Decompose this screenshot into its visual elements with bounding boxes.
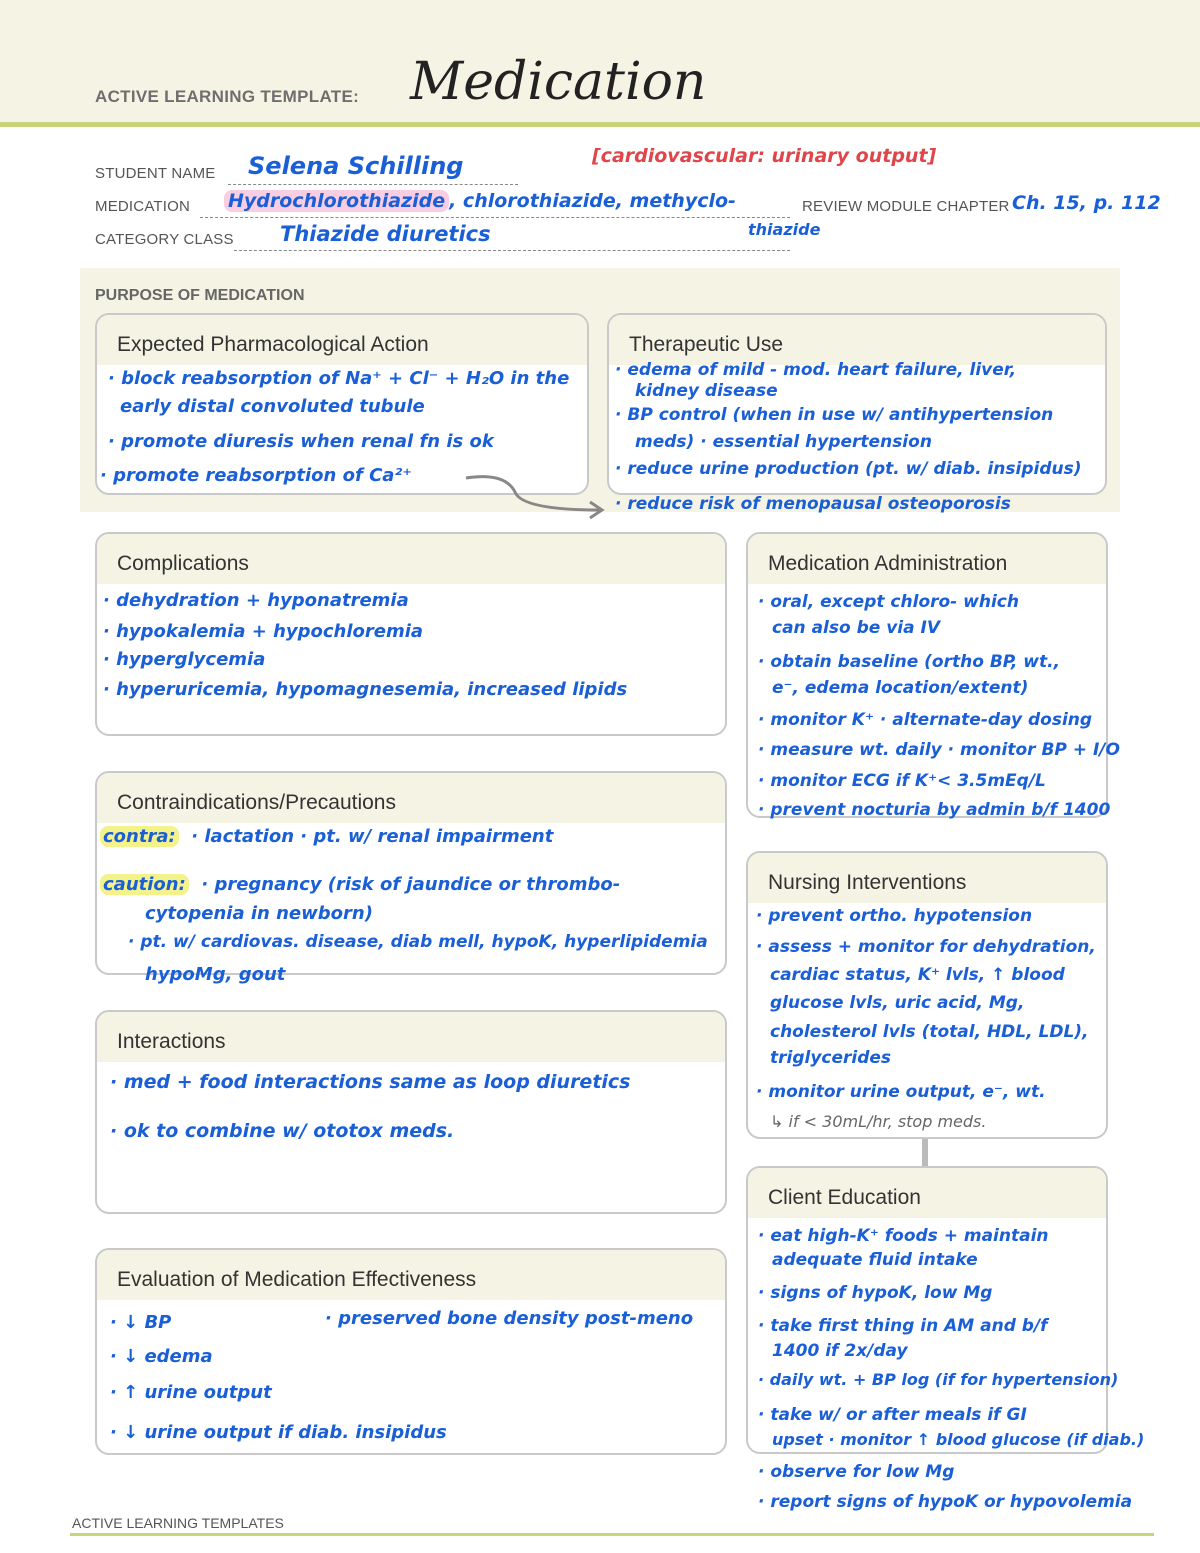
nursing-line: cholesterol lvls (total, HDL, LDL), bbox=[770, 1022, 1089, 1042]
evaluation-line: · ↓ urine output if diab. insipidus bbox=[110, 1422, 447, 1443]
nursing-title: Nursing Interventions bbox=[748, 853, 1106, 903]
evaluation-line: · ↑ urine output bbox=[110, 1382, 272, 1403]
interactions-title: Interactions bbox=[97, 1012, 725, 1062]
contraindications-title: Contraindications/Precautions bbox=[97, 773, 725, 823]
nursing-line: · prevent ortho. hypotension bbox=[756, 906, 1033, 926]
therapeutic-use-line: · reduce risk of menopausal osteoporosis bbox=[615, 494, 1011, 514]
student-name-label: STUDENT NAME bbox=[95, 165, 216, 182]
administration-line: can also be via IV bbox=[772, 618, 940, 638]
interactions-line: · ok to combine w/ ototox meds. bbox=[110, 1120, 455, 1142]
client-education-line: · daily wt. + BP log (if for hypertension) bbox=[758, 1370, 1119, 1389]
interactions-box bbox=[95, 1010, 727, 1214]
system-note: [cardiovascular: urinary output] bbox=[592, 145, 937, 167]
caution-text: · pregnancy (risk of jaundice or thrombo- bbox=[201, 874, 621, 895]
expected-action-line: · promote reabsorption of Ca²⁺ bbox=[100, 465, 412, 486]
interactions-line: · med + food interactions same as loop diuretics bbox=[110, 1071, 631, 1093]
client-education-line: upset · monitor ↑ blood glucose (if diab.) bbox=[772, 1430, 1145, 1449]
administration-line: · prevent nocturia by admin b/f 1400 bbox=[758, 800, 1111, 820]
therapeutic-use-line: · BP control (when in use w/ antihypertension bbox=[615, 405, 1054, 425]
contraindications-line: hypoMg, gout bbox=[145, 964, 286, 985]
nursing-line: cardiac status, K⁺ lvls, ↑ blood bbox=[770, 965, 1065, 985]
client-education-line: · signs of hypoK, low Mg bbox=[758, 1283, 993, 1303]
expected-action-title: Expected Pharmacological Action bbox=[97, 315, 587, 365]
nursing-line: · assess + monitor for dehydration, bbox=[756, 937, 1096, 957]
contraindications-line: · pt. w/ cardiovas. disease, diab mell, hypoK, hyperlipidemia bbox=[128, 932, 708, 952]
expected-action-line: · promote diuresis when renal fn is ok bbox=[108, 431, 494, 452]
nursing-line: triglycerides bbox=[770, 1048, 892, 1068]
expected-action-line: · block reabsorption of Na⁺ + Cl⁻ + H₂O in the bbox=[108, 368, 570, 389]
administration-title: Medication Administration bbox=[748, 534, 1106, 584]
expected-action-line: early distal convoluted tubule bbox=[120, 396, 425, 417]
complications-line: · hypokalemia + hypochloremia bbox=[103, 621, 424, 642]
complications-title: Complications bbox=[97, 534, 725, 584]
complications-line: · dehydration + hyponatremia bbox=[103, 590, 409, 611]
contra-row bbox=[100, 826, 553, 847]
medication-label: MEDICATION bbox=[95, 198, 191, 215]
footer-rule bbox=[70, 1533, 1154, 1536]
therapeutic-use-line: kidney disease bbox=[635, 381, 778, 401]
evaluation-line: · preserved bone density post-meno bbox=[325, 1308, 694, 1329]
client-education-line: · observe for low Mg bbox=[758, 1462, 955, 1482]
category-label: CATEGORY CLASS bbox=[95, 231, 234, 248]
complications-line: · hyperglycemia bbox=[103, 649, 266, 670]
category-value: Thiazide diuretics bbox=[280, 222, 491, 246]
client-education-line: · report signs of hypoK or hypovolemia bbox=[758, 1492, 1133, 1512]
administration-line: · monitor ECG if K⁺< 3.5mEq/L bbox=[758, 771, 1046, 791]
client-education-line: · take w/ or after meals if GI bbox=[758, 1405, 1027, 1425]
client-education-line: 1400 if 2x/day bbox=[772, 1341, 908, 1361]
template-label: ACTIVE LEARNING TEMPLATE: bbox=[95, 87, 360, 106]
therapeutic-use-line: meds) · essential hypertension bbox=[635, 432, 932, 452]
complications-line: · hyperuricemia, hypomagnesemia, increased lipids bbox=[103, 679, 628, 700]
contraindications-line: cytopenia in newborn) bbox=[145, 903, 373, 924]
nursing-line: glucose lvls, uric acid, Mg, bbox=[770, 993, 1025, 1013]
client-education-line: · take first thing in AM and b/f bbox=[758, 1316, 1048, 1336]
medication-value-cont: thiazide bbox=[748, 220, 821, 239]
therapeutic-use-title: Therapeutic Use bbox=[609, 315, 1105, 365]
client-education-line: adequate fluid intake bbox=[772, 1250, 978, 1270]
contra-label: contra: bbox=[100, 826, 179, 847]
evaluation-line: · ↓ edema bbox=[110, 1346, 213, 1367]
client-education-title: Client Education bbox=[748, 1168, 1106, 1218]
evaluation-title: Evaluation of Medication Effectiveness bbox=[97, 1250, 725, 1300]
footer-text: ACTIVE LEARNING TEMPLATES bbox=[72, 1515, 284, 1531]
medication-rest: , chlorothiazide, methyclo- bbox=[449, 190, 736, 212]
administration-line: · oral, except chloro- which bbox=[758, 592, 1019, 612]
evaluation-line: · ↓ BP bbox=[110, 1312, 172, 1333]
caution-label: caution: bbox=[100, 874, 189, 895]
template-title: Medication bbox=[410, 52, 707, 112]
review-chapter-label: REVIEW MODULE CHAPTER bbox=[802, 198, 1010, 215]
contra-text: · lactation · pt. w/ renal impairment bbox=[191, 826, 554, 847]
review-chapter-value: Ch. 15, p. 112 bbox=[1012, 192, 1161, 214]
purpose-title: PURPOSE OF MEDICATION bbox=[95, 287, 305, 304]
therapeutic-use-line: · reduce urine production (pt. w/ diab. insipidus) bbox=[615, 459, 1082, 479]
caution-row bbox=[100, 874, 620, 895]
nursing-line: ↳ if < 30mL/hr, stop meds. bbox=[770, 1112, 987, 1131]
medication-highlight: Hydrochlorothiazide bbox=[224, 190, 449, 212]
administration-line: e⁻, edema location/extent) bbox=[772, 678, 1029, 698]
administration-line: · measure wt. daily · monitor BP + I/O bbox=[758, 740, 1120, 760]
student-name-value: Selena Schilling bbox=[248, 152, 464, 180]
administration-line: · monitor K⁺ · alternate-day dosing bbox=[758, 710, 1093, 730]
client-education-line: · eat high-K⁺ foods + maintain bbox=[758, 1226, 1049, 1246]
therapeutic-use-line: · edema of mild - mod. heart failure, liver, bbox=[615, 360, 1017, 380]
administration-line: · obtain baseline (ortho BP, wt., bbox=[758, 652, 1060, 672]
nursing-line: · monitor urine output, e⁻, wt. bbox=[756, 1082, 1046, 1102]
